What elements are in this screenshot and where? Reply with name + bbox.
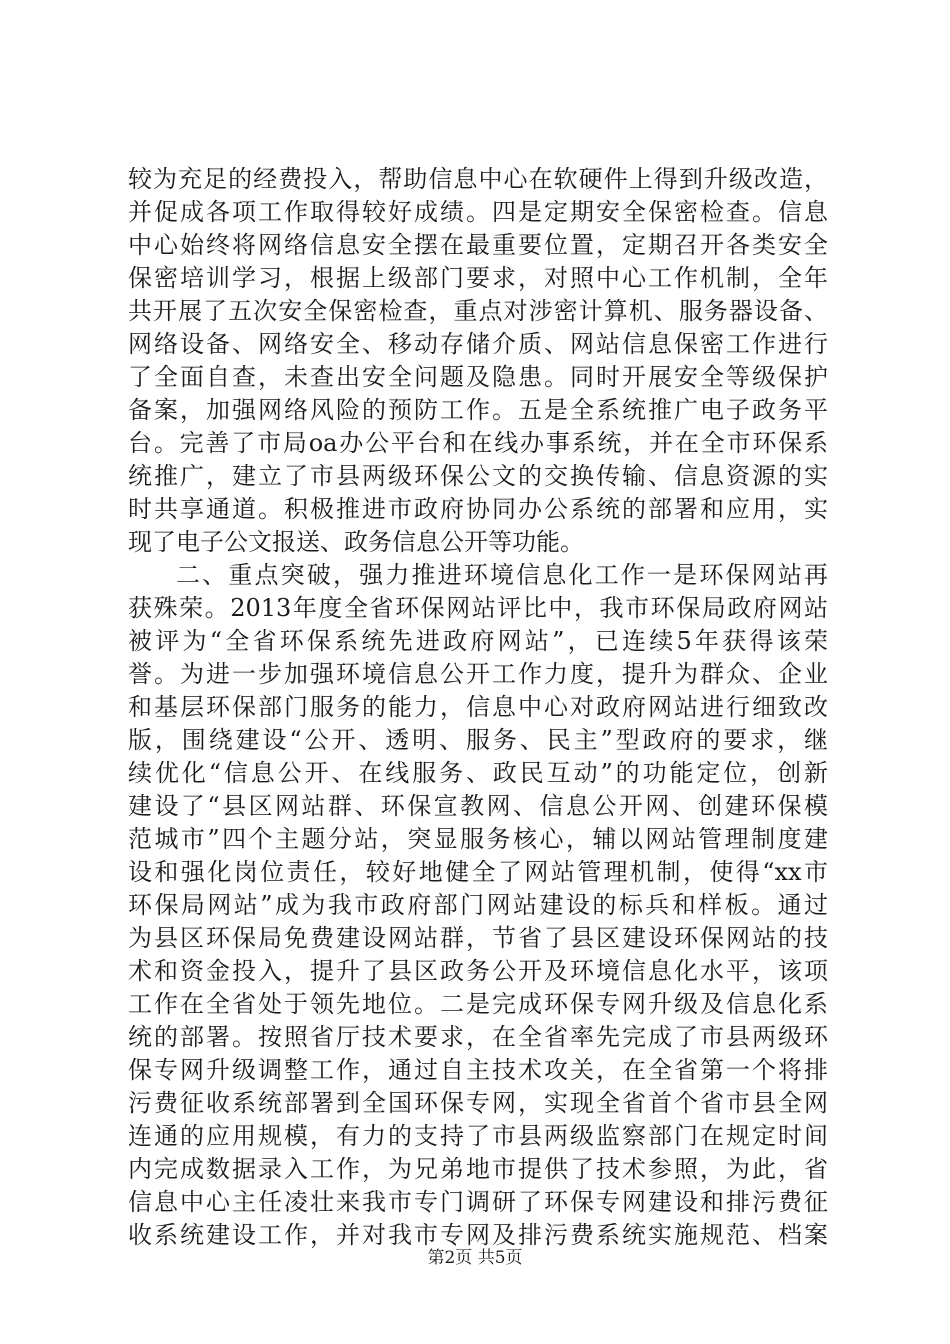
text-line: 保专网升级调整工作，通过自主技术攻关，在全省第一个将排: [128, 1056, 828, 1084]
text-line: 工作在全省处于领先地位。二是完成环保专网升级及信息化系: [128, 990, 828, 1018]
text-line: 中心始终将网络信息安全摆在最重要位置，定期召开各类安全: [128, 231, 828, 259]
text-line: 范城市”四个主题分站，突显服务核心，辅以网站管理制度建: [128, 825, 828, 853]
text-line: 时共享通道。积极推进市政府协同办公系统的部署和应用，实: [128, 495, 828, 523]
text-line: 获殊荣。2013年度全省环保网站评比中，我市环保局政府网站: [128, 594, 828, 622]
text-line: 二、重点突破，强力推进环境信息化工作一是环保网站再: [176, 561, 828, 589]
text-line: 和基层环保部门服务的能力，信息中心对政府网站进行细致改: [128, 693, 828, 721]
text-line: 网络设备、网络安全、移动存储介质、网站信息保密工作进行: [128, 330, 828, 358]
text-line: 共开展了五次安全保密检查，重点对涉密计算机、服务器设备、: [128, 297, 828, 325]
text-line: 连通的应用规模，有力的支持了市县两级监察部门在规定时间: [128, 1122, 828, 1150]
text-line: 收系统建设工作，并对我市专网及排污费系统实施规范、档案: [128, 1221, 828, 1249]
text-line: 为县区环保局免费建设网站群，节省了县区建设环保网站的技: [128, 924, 828, 952]
text-line: 誉。为进一步加强环境信息公开工作力度，提升为群众、企业: [128, 660, 828, 688]
text-line: 现了电子公文报送、政务信息公开等功能。: [128, 528, 584, 556]
text-line: 续优化“信息公开、在线服务、政民互动”的功能定位，创新: [128, 759, 828, 787]
text-line: 污费征收系统部署到全国环保专网，实现全省首个省市县全网: [128, 1089, 828, 1117]
text-line: 较为充足的经费投入，帮助信息中心在软硬件上得到升级改造，: [128, 165, 828, 193]
text-line: 被评为“全省环保系统先进政府网站”，已连续5年获得该荣: [128, 627, 828, 655]
text-line: 备案，加强网络风险的预防工作。五是全系统推广电子政务平: [128, 396, 828, 424]
text-line: 版，围绕建设“公开、透明、服务、民主”型政府的要求，继: [128, 726, 828, 754]
page-footer: 第2页 共5页: [427, 1248, 523, 1268]
text-line: 并促成各项工作取得较好成绩。四是定期安全保密检查。信息: [128, 198, 828, 226]
text-line: 内完成数据录入工作，为兄弟地市提供了技术参照，为此，省: [128, 1155, 828, 1183]
text-line: 术和资金投入，提升了县区政务公开及环境信息化水平，该项: [128, 957, 828, 985]
body-text: [128, 163, 828, 1252]
text-line: 环保局网站”成为我市政府部门网站建设的标兵和样板。通过: [128, 891, 828, 919]
text-line: 统的部署。按照省厅技术要求，在全省率先完成了市县两级环: [128, 1023, 828, 1051]
text-line: 了全面自查，未查出安全问题及隐患。同时开展安全等级保护: [128, 363, 828, 391]
text-line: 保密培训学习，根据上级部门要求，对照中心工作机制，全年: [128, 264, 828, 292]
text-line: 信息中心主任凌壮来我市专门调研了环保专网建设和排污费征: [128, 1188, 828, 1216]
text-line: 设和强化岗位责任，较好地健全了网站管理机制，使得“xx市: [128, 858, 828, 886]
text-line: 台。完善了市局oa办公平台和在线办事系统，并在全市环保系: [128, 429, 828, 457]
text-line: 建设了“县区网站群、环保宣教网、信息公开网、创建环保模: [128, 792, 828, 820]
text-line: 统推广，建立了市县两级环保公文的交换传输、信息资源的实: [128, 462, 828, 490]
